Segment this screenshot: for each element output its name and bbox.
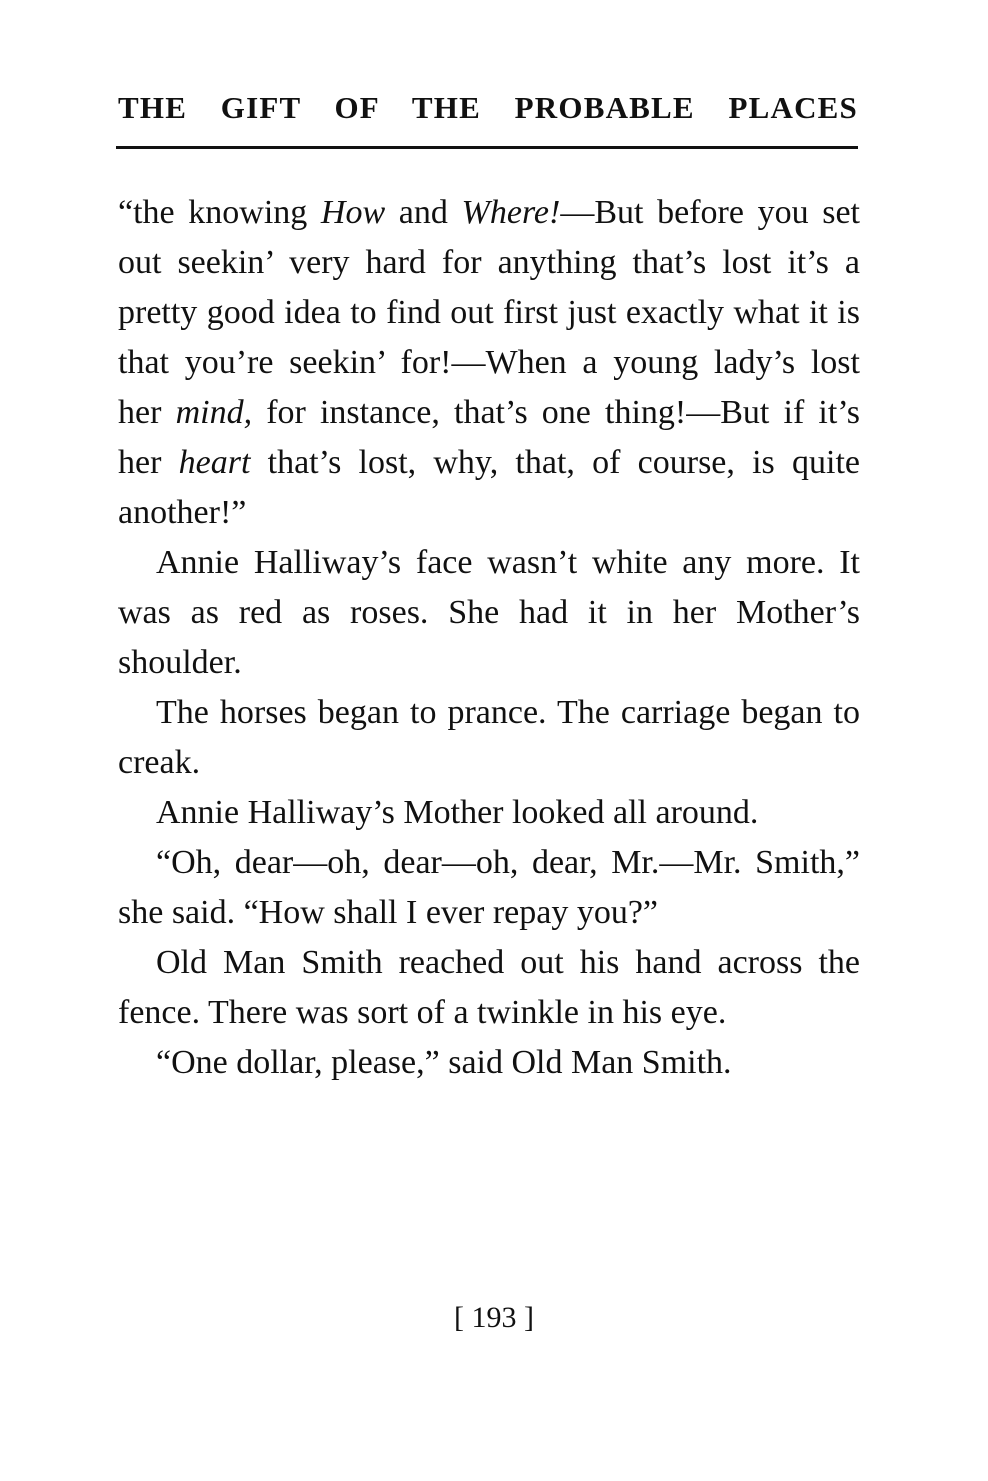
text-run: “the knowing: [118, 194, 321, 231]
running-head: THE GIFT OF THE PROBABLE PLACES: [118, 90, 858, 125]
italic-text: heart: [178, 444, 251, 481]
text-run: “One dollar, please,” said Old Man Smith.: [156, 1044, 732, 1081]
text-run: The horses began to prance. The carriage began to creak.: [118, 694, 860, 781]
italic-text: Where!: [461, 194, 561, 231]
text-run: “Oh, dear—oh, dear—oh, dear, Mr.—Mr. Smith,” she said. “How shall I ever repay you?”: [118, 844, 860, 931]
text-run: —But before you set out seekin’ very hard for anything that’s lost it’s a pretty good idea to find out first just exactly what it is that you’re seekin’ for!—When a young lady’s lost her: [118, 194, 860, 431]
paragraph: [118, 938, 860, 1038]
paragraph: [118, 788, 860, 838]
text-run: that’s lost, why, that, of course, is quite another!”: [118, 444, 860, 531]
paragraph: [118, 538, 860, 688]
italic-text: mind,: [175, 394, 253, 431]
page-number: [ 193 ]: [454, 1301, 534, 1334]
paragraph: [118, 688, 860, 788]
paragraph: [118, 188, 860, 538]
paragraph: [118, 838, 860, 938]
header-rule: [116, 146, 858, 149]
text-run: Annie Halliway’s Mother looked all around.: [156, 794, 759, 831]
text-run: and: [385, 194, 462, 231]
text-run: for instance, that’s one thing!—But if it’s her: [118, 394, 860, 481]
paragraph: [118, 1038, 860, 1088]
italic-text: How: [320, 194, 386, 231]
text-run: Old Man Smith reached out his hand across the fence. There was sort of a twinkle in his eye.: [118, 944, 860, 1031]
text-run: Annie Halliway’s face wasn’t white any more. It was as red as roses. She had it in her Mother’s shoulder.: [118, 544, 860, 681]
body-text: [118, 188, 860, 1088]
